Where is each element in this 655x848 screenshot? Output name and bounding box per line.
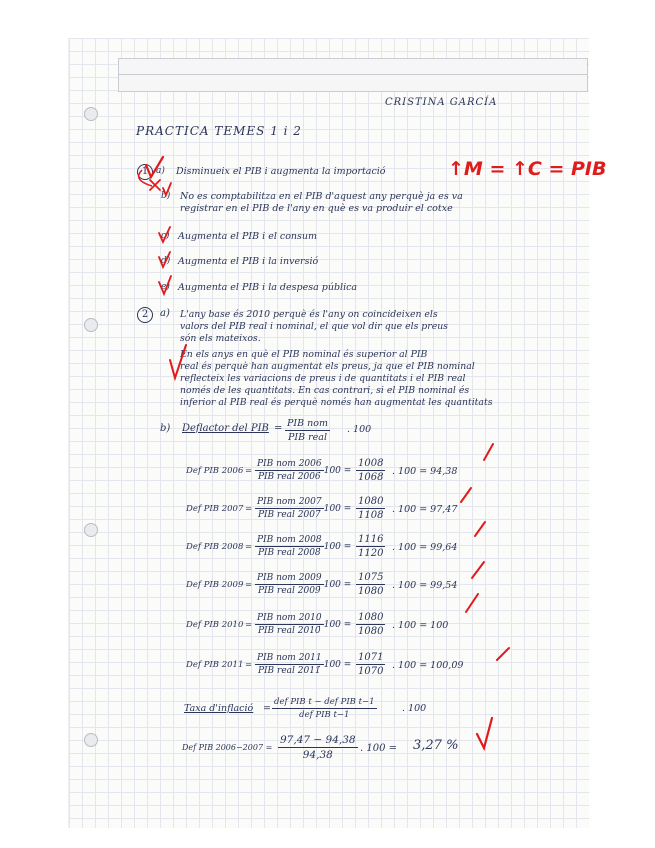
fraction-denominator: 1080 <box>358 626 384 637</box>
final-tail: . 100 = <box>360 743 398 754</box>
inflation-tail: . 100 <box>402 703 427 714</box>
fraction-numerator: PIB nom 2006 <box>257 459 322 469</box>
q1-item-label: c) <box>161 231 170 241</box>
fraction-denominator: 1070 <box>358 666 384 677</box>
def-row-mid: . 100 = <box>318 660 352 670</box>
def-row-result: . 100 = 99,64 <box>392 542 458 553</box>
def-row-result: . 100 = 97,47 <box>392 504 458 515</box>
fraction-denominator: PIB real 2007 <box>257 510 321 520</box>
fraction-numerator: 97,47 − 94,38 <box>280 734 356 746</box>
fraction-numerator: 1071 <box>358 652 384 663</box>
deflactor-label: Deflactor del PIB <box>182 423 269 434</box>
equals-sign: = <box>245 620 253 630</box>
def-row-label: Def PIB 2010 <box>186 620 244 630</box>
def-row-label: Def PIB 2011 <box>186 660 244 670</box>
red-annotation: ↑M = ↑C = PIB <box>448 158 607 180</box>
equals-sign: = <box>245 660 253 670</box>
def-row-result: . 100 = 94,38 <box>392 466 458 477</box>
fraction-denominator: def PIB t−1 <box>299 710 350 720</box>
fraction-denominator: PIB real 2010 <box>257 626 321 636</box>
def-row-mid: . 100 = <box>318 504 352 514</box>
def-row-label: Def PIB 2007 <box>186 504 244 514</box>
def-row-mid: . 100 = <box>318 542 352 552</box>
checkmark-icon <box>170 345 186 378</box>
q1-item-label: b) <box>161 191 171 201</box>
fraction-denominator: PIB real 2009 <box>257 586 321 596</box>
q2-a-line: reflecteix les variacions de preus i de quantitats i el PIB real <box>180 373 466 384</box>
fraction-denominator: 94,38 <box>302 749 333 761</box>
q2-a-line: són els mateixos. <box>180 333 261 344</box>
q1-item-label: a) <box>156 166 165 176</box>
equals-sign: = <box>245 466 253 476</box>
q2-a-line: inferior al PIB real és perquè només han augmentat les quantitats <box>180 397 493 408</box>
final-label: Def PIB 2006−2007 = <box>182 743 273 752</box>
q2-a-line: valors del PIB real i nominal, el que vol dir que els preus <box>180 321 448 332</box>
fraction-denominator: PIB real 2011 <box>257 666 321 676</box>
checkmark-icon <box>484 444 493 460</box>
fraction-denominator: PIB real 2006 <box>257 472 321 482</box>
q1-item-text: Augmenta el PIB i el consum <box>178 231 318 242</box>
def-row-mid: . 100 = <box>318 620 352 630</box>
q1-item-text: Augmenta el PIB i la inversió <box>178 256 319 267</box>
def-row-result: . 100 = 99,54 <box>392 580 458 591</box>
final-result: 3,27 % <box>413 738 459 753</box>
checkmark-icon <box>461 488 471 502</box>
fraction-denominator: 1080 <box>358 586 384 597</box>
fraction-numerator: 1075 <box>358 572 384 583</box>
equals-sign: = <box>274 423 283 434</box>
fraction-numerator: 1080 <box>358 612 384 623</box>
fraction-numerator: 1008 <box>358 458 384 469</box>
checkmark-icon <box>146 157 163 177</box>
fraction-numerator: PIB nom 2011 <box>257 653 322 663</box>
checkmark-icon <box>163 183 171 195</box>
def-row-label: Def PIB 2006 <box>186 466 244 476</box>
fraction-numerator: PIB nom <box>287 418 328 429</box>
q1-item-label: d) <box>161 256 171 266</box>
q1-item-text: No es comptabilitza en el PIB d'aquest any perquè ja es va <box>180 191 463 202</box>
equals-sign: = <box>245 580 253 590</box>
q1-item-text: Disminueix el PIB i augmenta la importació <box>176 166 386 177</box>
checkmark-icon <box>497 648 509 660</box>
fraction-numerator: PIB nom 2007 <box>257 497 322 507</box>
fraction-denominator: 1108 <box>358 510 384 521</box>
fraction-numerator: def PIB t − def PIB t−1 <box>274 697 375 707</box>
def-row-label: Def PIB 2008 <box>186 542 244 552</box>
deflactor-tail: . 100 <box>347 424 372 435</box>
fraction-denominator: 1120 <box>358 548 384 559</box>
fraction-numerator: 1080 <box>358 496 384 507</box>
equals-sign: = <box>245 504 253 514</box>
equals-sign: = <box>263 703 271 714</box>
equals-sign: = <box>245 542 253 552</box>
page-title: PRACTICA TEMES 1 i 2 <box>136 124 302 138</box>
def-row-result: . 100 = 100,09 <box>392 660 464 671</box>
q1-item-text: Augmenta el PIB i la despesa pública <box>178 282 358 293</box>
checkmark-icon <box>159 276 171 294</box>
q1-item-label: e) <box>161 282 170 292</box>
def-row-label: Def PIB 2009 <box>186 580 244 590</box>
question-1-number: 1 <box>137 164 153 180</box>
checkmark-icon <box>466 594 478 612</box>
checkmark-icon <box>159 227 170 242</box>
q2-b-label: b) <box>160 423 171 434</box>
inflation-label: Taxa d'inflació <box>184 703 254 714</box>
q2-a-line: real és perquè han augmentat els preus, ja que el PIB nominal <box>180 361 475 372</box>
checkmark-icon <box>477 718 492 748</box>
question-2-number: 2 <box>137 307 153 323</box>
q2-a-label: a) <box>160 308 170 319</box>
fraction-denominator: PIB real 2008 <box>257 548 321 558</box>
fraction-denominator: 1068 <box>358 472 384 483</box>
fraction-numerator: PIB nom 2009 <box>257 573 322 583</box>
def-row-mid: . 100 = <box>318 580 352 590</box>
fraction-numerator: PIB nom 2008 <box>257 535 322 545</box>
check-scribble-icon <box>150 180 160 190</box>
fraction-denominator: PIB real <box>287 432 327 443</box>
fraction-numerator: PIB nom 2010 <box>257 613 322 623</box>
fraction-numerator: 1116 <box>358 534 384 545</box>
def-row-result: . 100 = 100 <box>392 620 449 631</box>
q2-a-line: només de les quantitats. En cas contrari, si el PIB nominal és <box>180 385 470 396</box>
q1-item-text: registrar en el PIB de l'any en què es va produir el cotxe <box>180 203 453 214</box>
def-row-mid: . 100 = <box>318 466 352 476</box>
q2-a-line: En els anys en què el PIB nominal és superior al PIB <box>180 349 428 360</box>
checkmark-icon <box>472 562 484 578</box>
q2-a-line: L'any base és 2010 perquè és l'any on coincideixen els <box>180 309 438 320</box>
checkmark-icon <box>159 252 170 267</box>
checkmark-icon <box>475 522 485 536</box>
author-name: CRISTINA GARCÍA <box>385 97 498 108</box>
